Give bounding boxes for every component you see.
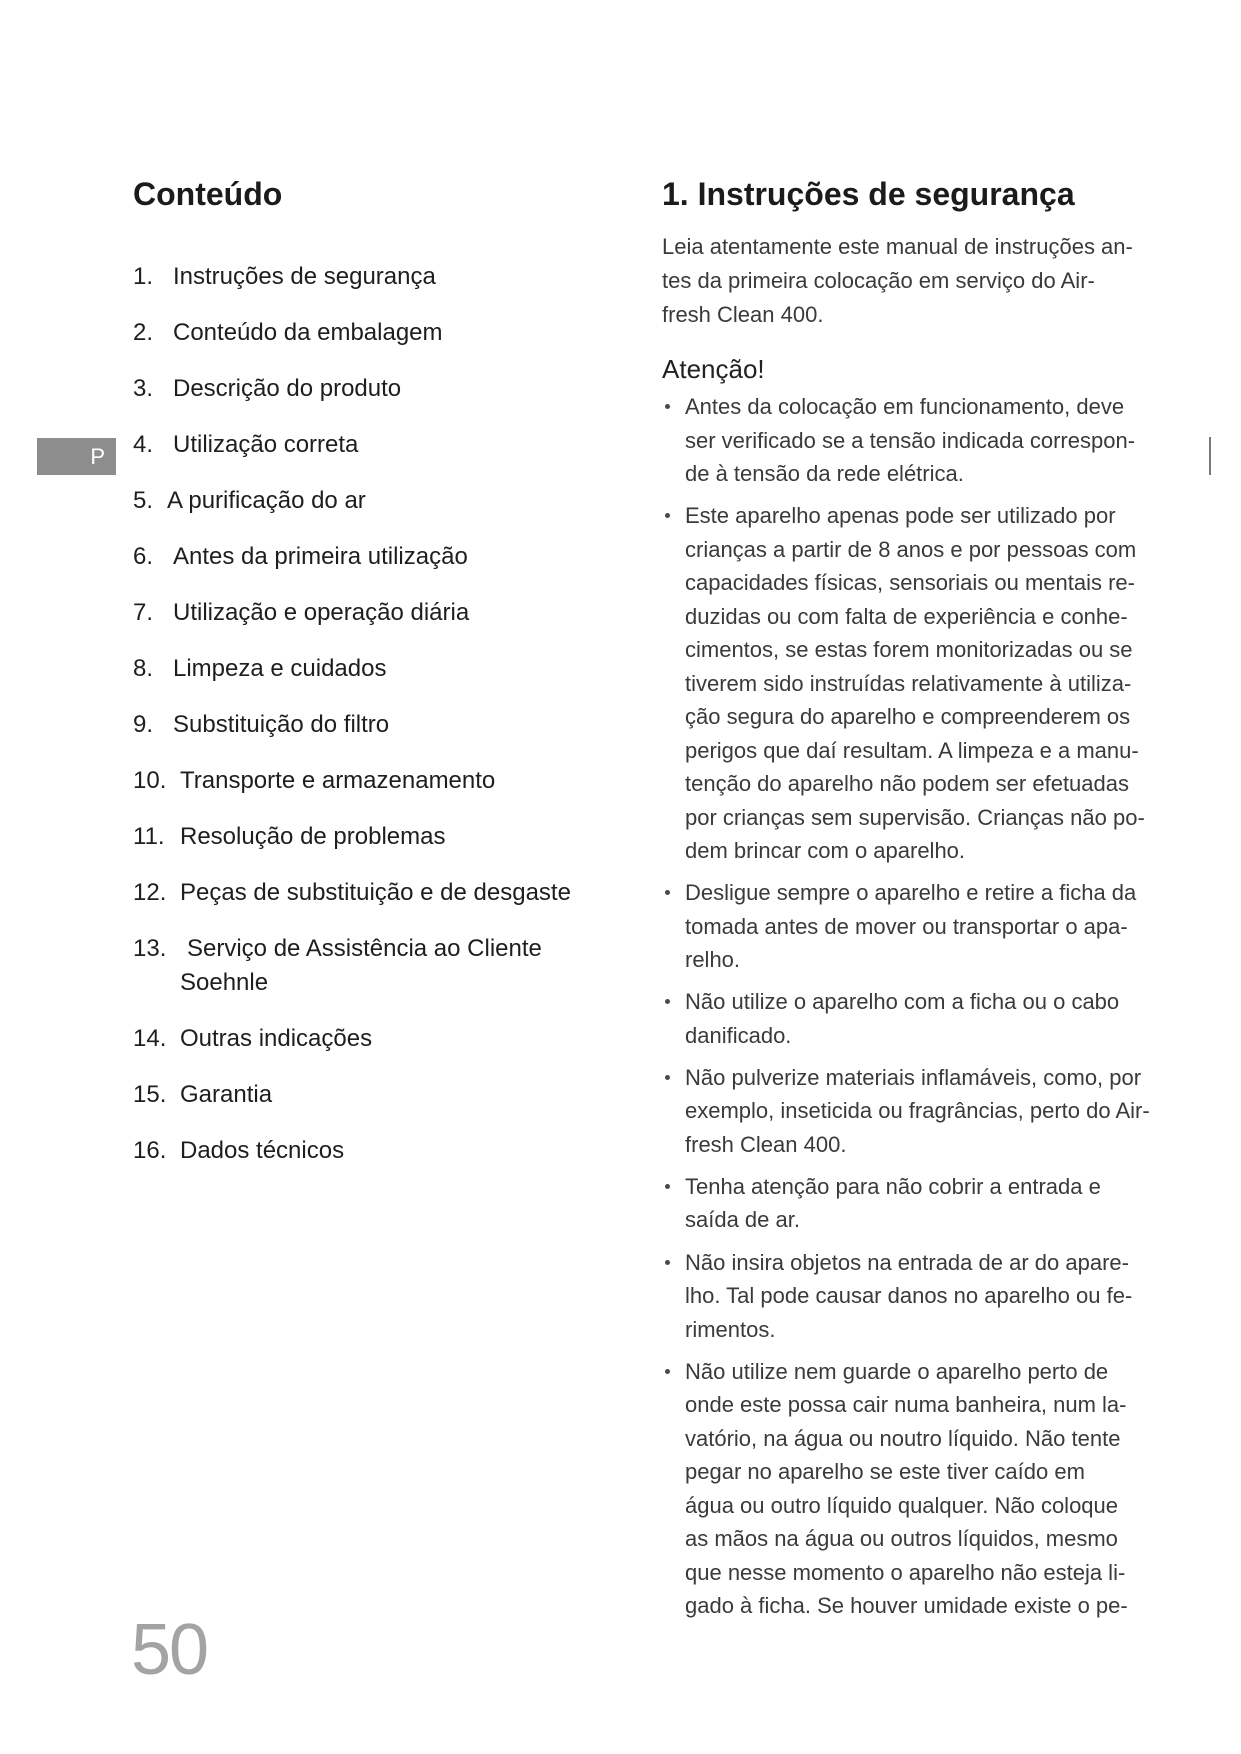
contents-title: Conteúdo — [133, 176, 283, 212]
item-number: 8. — [133, 655, 154, 682]
bullet-item — [662, 1061, 1150, 1162]
item-label: Outras indicações — [180, 1025, 373, 1052]
bullet-item — [662, 1355, 1150, 1623]
text-line: fresh Clean 400. — [685, 1131, 847, 1157]
text-line: lho. Tal pode causar danos no aparelho ou fe- — [685, 1283, 1133, 1309]
language-tab: P — [37, 438, 116, 475]
text-line: exemplo, inseticida ou fragrâncias, perto do Air- — [685, 1098, 1150, 1124]
bullet-dot — [665, 513, 670, 518]
item-label: Conteúdo da embalagem — [173, 319, 443, 346]
item-number: 15. — [133, 1081, 167, 1108]
bullet-item — [662, 876, 1150, 977]
text-line: Não utilize nem guarde o aparelho perto de — [685, 1358, 1109, 1384]
bullet-dot — [665, 1075, 670, 1080]
item-label: Instruções de segurança — [173, 263, 436, 290]
item-number: 5. — [133, 487, 154, 514]
text-line: dem brincar com o aparelho. — [685, 838, 966, 864]
item-label: Descrição do produto — [173, 375, 402, 402]
bullet-dot — [665, 890, 670, 895]
item-label: Antes da primeira utilização — [173, 543, 468, 570]
text-line: rimentos. — [685, 1316, 776, 1342]
contents-item — [133, 260, 571, 294]
contents-item — [133, 1078, 571, 1112]
bullet-dot — [665, 1260, 670, 1265]
item-label: Resolução de problemas — [180, 823, 446, 850]
item-number: 6. — [133, 543, 154, 570]
bullet-item — [662, 390, 1150, 491]
text-line: ser verificado se a tensão indicada correspon- — [685, 427, 1136, 453]
item-number: 4. — [133, 431, 154, 458]
text-line: pegar no aparelho se este tiver caído em — [685, 1459, 1085, 1485]
contents-item — [133, 932, 571, 1000]
page-number: 50 — [131, 1610, 208, 1690]
item-label: Serviço de Assistência ao Cliente — [187, 935, 542, 962]
contents-item — [133, 1022, 571, 1056]
text-line: onde este possa cair numa banheira, num la- — [685, 1392, 1127, 1418]
text-line: que nesse momento o aparelho não esteja li- — [685, 1559, 1126, 1585]
text-line: Tenha atenção para não cobrir a entrada e — [685, 1173, 1101, 1199]
text-line: as mãos na água ou outros líquidos, mesmo — [685, 1526, 1118, 1552]
item-label: Limpeza e cuidados — [173, 655, 387, 682]
text-line: Não pulverize materiais inflamáveis, como, por — [685, 1064, 1142, 1090]
contents-item — [133, 1134, 571, 1168]
bullet-dot — [665, 999, 670, 1004]
text-line: danificado. — [685, 1022, 792, 1048]
text-line: duzidas ou com falta de experiência e conhe- — [685, 603, 1128, 629]
text-line: crianças a partir de 8 anos e por pessoas com — [685, 536, 1137, 562]
item-number: 3. — [133, 375, 154, 402]
item-label: Dados técnicos — [180, 1137, 345, 1164]
bullet-item — [662, 1246, 1150, 1347]
text-line: Este aparelho apenas pode ser utilizado por — [685, 503, 1116, 529]
item-label: Peças de substituição e de desgaste — [180, 879, 571, 906]
text-line: perigos que daí resultam. A limpeza e a manu- — [685, 737, 1139, 763]
contents-item — [133, 876, 571, 910]
item-number: 13. — [133, 935, 167, 962]
item-label: A purificação do ar — [167, 487, 366, 514]
item-number: 16. — [133, 1137, 167, 1164]
item-number: 10. — [133, 767, 167, 794]
item-number: 1. — [133, 263, 154, 290]
text-line: água ou outro líquido qualquer. Não coloque — [685, 1492, 1119, 1518]
contents-item — [133, 484, 571, 518]
contents-list — [133, 260, 571, 1190]
contents-item — [133, 596, 571, 630]
item-label-continued: Soehnle — [180, 969, 269, 996]
bullet-item — [662, 985, 1150, 1052]
contents-item — [133, 540, 571, 574]
text-line: Leia atentamente este manual de instruções an- — [662, 234, 1133, 259]
text-line: capacidades físicas, sensoriais ou mentais re- — [685, 570, 1135, 596]
text-line: tomada antes de mover ou transportar o apa- — [685, 913, 1128, 939]
text-line: ção segura do aparelho e compreenderem os — [685, 704, 1131, 730]
text-line: relho. — [685, 947, 741, 973]
section-title: 1. Instruções de segurança — [662, 176, 1075, 212]
item-label: Utilização correta — [173, 431, 359, 458]
attention-heading: Atenção! — [662, 354, 765, 384]
contents-item — [133, 820, 571, 854]
text-line: tes da primeira colocação em serviço do Air- — [662, 268, 1095, 293]
bullet-dot — [665, 404, 670, 409]
bullet-item — [662, 1170, 1150, 1237]
item-number: 12. — [133, 879, 167, 906]
intro-paragraph — [662, 230, 1133, 332]
item-number: 2. — [133, 319, 154, 346]
contents-item — [133, 764, 571, 798]
text-line: tiverem sido instruídas relativamente à utiliza- — [685, 670, 1132, 696]
item-number: 14. — [133, 1025, 167, 1052]
contents-item — [133, 316, 571, 350]
text-line: Não utilize o aparelho com a ficha ou o cabo — [685, 989, 1120, 1015]
item-number: 9. — [133, 711, 154, 738]
item-number: 7. — [133, 599, 154, 626]
bullet-dot — [665, 1369, 670, 1374]
item-label: Substituição do filtro — [173, 711, 390, 738]
bullet-dot — [665, 1184, 670, 1189]
text-line: de à tensão da rede elétrica. — [685, 461, 964, 486]
text-line: Antes da colocação em funcionamento, deve — [685, 394, 1125, 419]
bullet-item — [662, 499, 1150, 868]
text-line: fresh Clean 400. — [662, 302, 824, 327]
item-label: Transporte e armazenamento — [180, 767, 496, 794]
text-line: gado à ficha. Se houver umidade existe o pe- — [685, 1593, 1128, 1619]
item-label: Utilização e operação diária — [173, 599, 470, 626]
item-number: 11. — [133, 823, 165, 850]
text-line: tenção do aparelho não podem ser efetuadas — [685, 771, 1129, 797]
text-line: Não insira objetos na entrada de ar do apare- — [685, 1249, 1129, 1275]
safety-bullet-list — [662, 390, 1150, 1623]
text-line: vatório, na água ou noutro líquido. Não tente — [685, 1425, 1121, 1451]
text-line: Desligue sempre o aparelho e retire a ficha da — [685, 880, 1137, 906]
edge-marker — [1209, 437, 1211, 475]
contents-item — [133, 428, 571, 462]
text-line: por crianças sem supervisão. Crianças não po- — [685, 804, 1145, 830]
contents-item — [133, 708, 571, 742]
text-line: saída de ar. — [685, 1207, 800, 1233]
text-line: cimentos, se estas forem monitorizadas ou se — [685, 637, 1133, 663]
item-label: Garantia — [180, 1081, 273, 1108]
contents-item — [133, 372, 571, 406]
contents-item — [133, 652, 571, 686]
